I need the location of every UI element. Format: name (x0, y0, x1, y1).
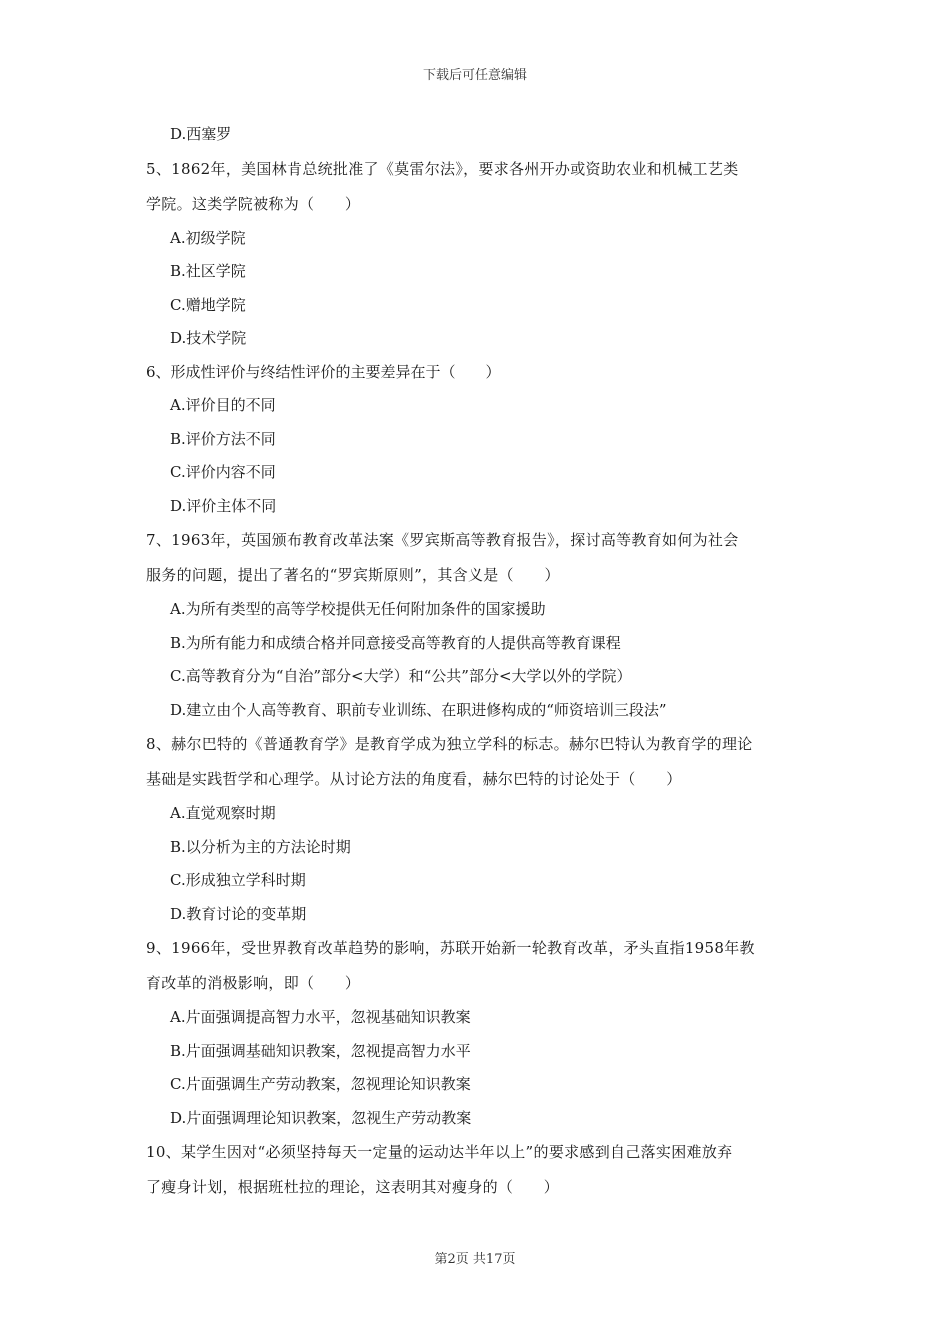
question-6-option-b: B.评价方法不同 (170, 429, 276, 448)
question-10-line-1: 10、某学生因对“必须坚持每天一定量的运动达半年以上”的要求感到自己落实困难放弃 (146, 1143, 733, 1161)
question-9-line-2: 育改革的消极影响，即（ ） (146, 974, 361, 992)
document-body (146, 118, 811, 1205)
question-7-option-b: B.为所有能力和成绩合格并同意接受高等教育的人提供高等教育课程 (170, 633, 621, 652)
question-9-option-b: B.片面强调基础知识教案，忽视提高智力水平 (170, 1041, 471, 1060)
option-d-prev: D.西塞罗 (170, 125, 232, 143)
question-5-option-a: A.初级学院 (170, 228, 246, 247)
question-8-option-a: A.直觉观察时期 (170, 804, 276, 822)
page-footer: 第2页 共17页 (434, 1252, 516, 1267)
question-6-option-d: D.评价主体不同 (170, 496, 277, 515)
question-6-line-1: 6、形成性评价与终结性评价的主要差异在于（ ） (146, 362, 501, 381)
question-8-line-2: 基础是实践哲学和心理学。从讨论方法的角度看，赫尔巴特的讨论处于（ ） (146, 770, 682, 788)
question-7-line-1: 7、1963年，英国颁布教育改革法案《罗宾斯高等教育报告》，探讨高等教育如何为社会 (146, 531, 739, 549)
question-8-option-d: D.教育讨论的变革期 (170, 904, 307, 923)
question-5-line-1: 5、1862年，美国林肯总统批准了《莫雷尔法》，要求各州开办或资助农业和机械工艺类 (146, 159, 739, 178)
question-8-option-b: B.以分析为主的方法论时期 (170, 837, 351, 856)
question-7-option-d: D.建立由个人高等教育、职前专业训练、在职进修构成的“师资培训三段法” (170, 700, 667, 719)
question-5-line-2: 学院。这类学院被称为（ ） (146, 194, 361, 213)
question-7-option-c: C.高等教育分为“自治”部分<大学）和“公共”部分<大学以外的学院） (170, 667, 632, 685)
question-5-option-b: B.社区学院 (170, 262, 246, 280)
question-8-line-1: 8、赫尔巴特的《普通教育学》是教育学成为独立学科的标志。赫尔巴特认为教育学的理论 (146, 735, 753, 753)
question-7-line-2: 服务的问题，提出了著名的“罗宾斯原则”，其含义是（ ） (146, 566, 560, 584)
question-5-option-c: C.赠地学院 (170, 295, 246, 314)
question-5-option-d: D.技术学院 (170, 329, 247, 347)
question-9-option-d: D.片面强调理论知识教案，忽视生产劳动教案 (170, 1108, 472, 1127)
question-10-line-2: 了瘦身计划，根据班杜拉的理论，这表明其对瘦身的（ ） (146, 1178, 560, 1196)
question-9-line-1: 9、1966年，受世界教育改革趋势的影响，苏联开始新一轮教育改革，矛头直指1958年教 (146, 939, 755, 957)
question-9-option-a: A.片面强调提高智力水平，忽视基础知识教案 (170, 1008, 471, 1026)
page-header: 下载后可任意编辑 (422, 68, 527, 83)
question-8-option-c: C.形成独立学科时期 (170, 871, 306, 889)
question-6-option-c: C.评价内容不同 (170, 463, 276, 481)
question-7-option-a: A.为所有类型的高等学校提供无任何附加条件的国家援助 (170, 600, 546, 618)
question-6-option-a: A.评价目的不同 (170, 396, 276, 414)
question-9-option-c: C.片面强调生产劳动教案，忽视理论知识教案 (170, 1075, 471, 1093)
